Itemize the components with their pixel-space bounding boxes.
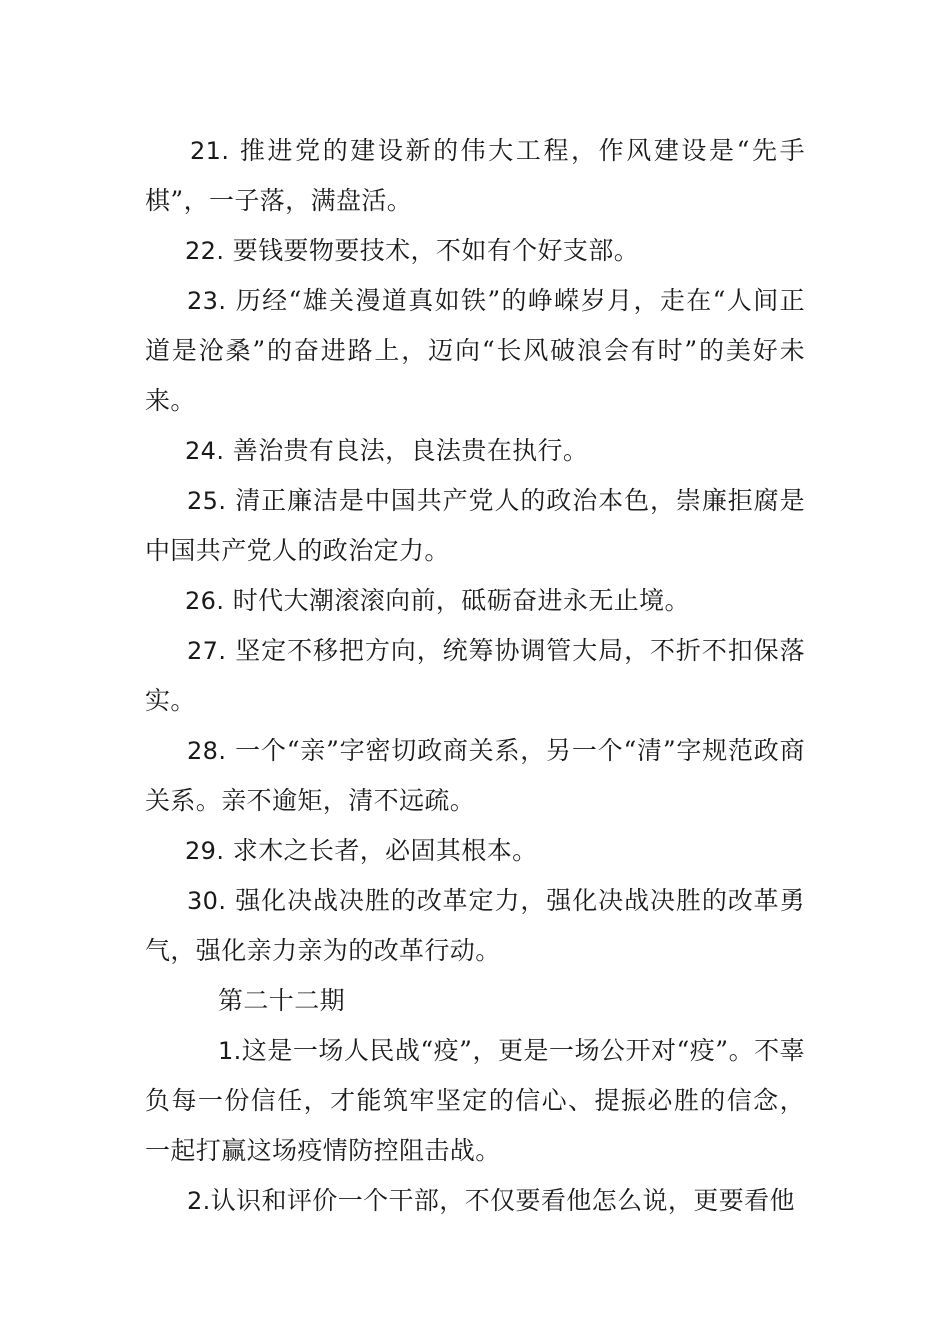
item-number: 26. xyxy=(185,587,225,615)
item-number: 21. xyxy=(190,137,230,165)
item-number: 1. xyxy=(218,1037,242,1065)
item-text: 一个“亲”字密切政商关系，另一个“清”字规范政商关系。亲不逾矩，清不远疏。 xyxy=(145,736,805,815)
list-item xyxy=(145,726,805,826)
item-text: 这是一场人民战“疫”，更是一场公开对“疫”。不辜负每一份信任，才能筑牢坚定的信心、提振必胜的信念，一起打赢这场疫情防控阻击战。 xyxy=(145,1036,805,1165)
list-item xyxy=(145,276,805,426)
section-heading: 第二十二期 xyxy=(218,986,346,1015)
item-text: 推进党的建设新的伟大工程，作风建设是“先手棋”，一子落，满盘活。 xyxy=(145,136,805,215)
item-text: 历经“雄关漫道真如铁”的峥嵘岁月，走在“人间正道是沧桑”的奋进路上，迈向“长风破浪会有时”的美好未来。 xyxy=(145,286,805,415)
list-item xyxy=(145,1176,805,1226)
item-number: 27. xyxy=(187,637,227,665)
item-number: 25. xyxy=(187,487,227,515)
item-text: 认识和评价一个干部，不仅要看他怎么说，更要看他 xyxy=(210,1186,795,1215)
list-item xyxy=(145,626,805,726)
item-text: 善治贵有良法，良法贵在执行。 xyxy=(224,436,589,465)
document-body xyxy=(145,126,805,1226)
item-text: 坚定不移把方向，统筹协调管大局，不折不扣保落实。 xyxy=(145,636,805,715)
list-item xyxy=(145,226,805,276)
item-text: 强化决战决胜的改革定力，强化决战决胜的改革勇气，强化亲力亲为的改革行动。 xyxy=(145,886,805,965)
item-number: 29. xyxy=(185,837,225,865)
item-text: 时代大潮滚滚向前，砥砺奋进永无止境。 xyxy=(224,586,690,615)
item-number: 28. xyxy=(187,737,227,765)
list-item xyxy=(145,426,805,476)
item-number: 22. xyxy=(185,237,225,265)
list-item xyxy=(145,126,805,226)
item-text: 清正廉洁是中国共产党人的政治本色，崇廉拒腐是中国共产党人的政治定力。 xyxy=(145,486,805,565)
item-text: 求木之长者，必固其根本。 xyxy=(224,836,538,865)
item-number: 24. xyxy=(185,437,225,465)
list-item xyxy=(145,876,805,976)
item-number: 30. xyxy=(187,887,227,915)
item-text: 要钱要物要技术，不如有个好支部。 xyxy=(224,236,640,265)
list-item xyxy=(145,576,805,626)
item-number: 23. xyxy=(187,287,227,315)
item-number: 2. xyxy=(187,1187,211,1215)
list-item xyxy=(145,476,805,576)
list-item xyxy=(145,1026,805,1176)
list-item xyxy=(145,826,805,876)
